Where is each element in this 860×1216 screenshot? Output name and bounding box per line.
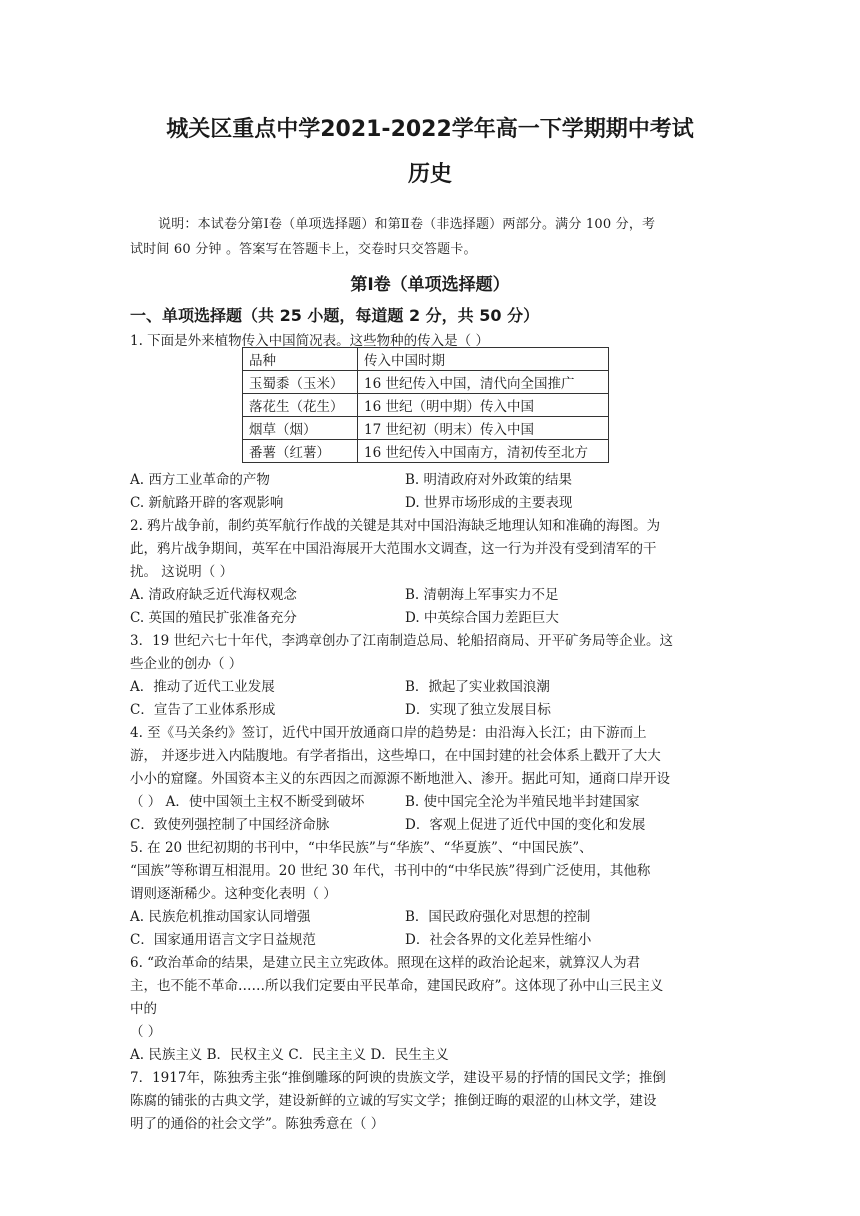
q2-option-c: C. 英国的殖民扩张准备充分	[130, 610, 297, 626]
exam-title: 城关区重点中学2021-2022学年高一下学期期中考试	[166, 117, 694, 142]
table-header-row	[243, 348, 609, 371]
q2-line-2: 此，鸦片战争期间，英军在中国沿海展开大范围水文调查，这一行为并没有受到清军的干	[130, 541, 657, 557]
q4-option-b: B. 使中国完全沦为半殖民地半封建国家	[405, 794, 640, 810]
q7-line-2: 陈腐的铺张的古典文学，建设新鲜的立诚的写实文学；推倒迂晦的艰涩的山林文学，建设	[130, 1093, 657, 1109]
q1-option-a: A. 西方工业革命的产物	[130, 472, 270, 488]
q1-option-d: D. 世界市场形成的主要表现	[405, 495, 573, 511]
q6-options: A. 民族主义 B．民权主义 C．民主主义 D．民生主义	[130, 1047, 449, 1063]
q3-option-d: D．实现了独立发展目标	[405, 702, 551, 718]
table-cell: 落花生（花生）	[243, 394, 358, 417]
table-header-cell: 品种	[243, 348, 358, 371]
table-cell: 16 世纪传入中国，清代向全国推广	[358, 371, 609, 394]
q1-stem: 1. 下面是外来植物传入中国简况表。这些物种的传入是（ ）	[130, 333, 489, 349]
table-row	[243, 417, 609, 440]
q2-option-d: D. 中英综合国力差距巨大	[405, 610, 559, 626]
q2-line-3: 扰。 这说明（ ）	[130, 564, 234, 580]
exam-instructions	[130, 212, 730, 262]
table-cell: 17 世纪初（明末）传入中国	[358, 417, 609, 440]
q5-option-b: B．国民政府强化对思想的控制	[405, 909, 591, 925]
q3-line-2: 些企业的创办（ ）	[130, 656, 243, 672]
q5-line-3: 谓则逐渐稀少。这种变化表明（ ）	[130, 886, 337, 902]
table-row	[243, 394, 609, 417]
instructions-line-2: 试时间 60 分钟 。答案写在答题卡上，交卷时只交答题卡。	[130, 242, 477, 257]
q6-line-3: 中的	[130, 1001, 157, 1017]
q2-option-b: B. 清朝海上军事实力不足	[405, 587, 559, 603]
table-cell: 烟草（烟）	[243, 417, 358, 440]
instructions-line-1: 说明：本试卷分第Ⅰ卷（单项选择题）和第Ⅱ卷（非选择题）两部分。满分 100 分，考	[158, 217, 656, 232]
volume-title: 第Ⅰ卷（单项选择题）	[350, 275, 510, 295]
q6-line-2: 主，也不能不革命……所以我们定要由平民革命，建国民政府”。这体现了孙中山三民主义	[130, 978, 664, 994]
q5-line-2: “国族”等称谓互相混用。20 世纪 30 年代，书刊中的“中华民族”得到广泛使用，其他称	[130, 863, 651, 879]
q4-line-3: 小小的窟窿。外国资本主义的东西因之而源源不断地泄入、渗开。据此可知，通商口岸开设	[130, 771, 670, 787]
q3-option-a: A．推动了近代工业发展	[130, 679, 275, 695]
q1-option-c: C. 新航路开辟的客观影响	[130, 495, 284, 511]
exam-subject: 历史	[407, 162, 452, 187]
q4-option-d: D．客观上促进了近代中国的变化和发展	[405, 817, 646, 833]
q2-line-1: 2. 鸦片战争前，制约英军航行作战的关键是其对中国沿海缺乏地理认知和准确的海图。为	[130, 518, 661, 534]
q5-option-c: C．国家通用语言文字日益规范	[130, 932, 316, 948]
q6-line-1: 6. “政治革命的结果，是建立民主立宪政体。照现在这样的政治论起来，就算汉人为君	[130, 955, 641, 971]
table-cell: 16 世纪（明中期）传入中国	[358, 394, 609, 417]
table-header-cell: 传入中国时期	[358, 348, 609, 371]
q5-line-1: 5. 在 20 世纪初期的书刊中，“中华民族”与“华族”、“华夏族”、“中国民族”、	[130, 840, 593, 856]
q3-option-c: C．宣告了工业体系形成	[130, 702, 276, 718]
table-cell: 玉蜀黍（玉米）	[243, 371, 358, 394]
table-row	[243, 440, 609, 463]
table-cell: 16 世纪传入中国南方，清初传至北方	[358, 440, 609, 463]
part-title: 一、单项选择题（共 25 小题，每道题 2 分，共 50 分）	[130, 306, 540, 325]
table-row	[243, 371, 609, 394]
q1-option-b: B. 明清政府对外政策的结果	[405, 472, 573, 488]
q4-line-1: 4. 至《马关条约》签订，近代中国开放通商口岸的趋势是：由沿海入长江；由下游而上	[130, 725, 647, 741]
q3-line-1: 3．19 世纪六七十年代，李鸿章创办了江南制造总局、轮船招商局、开平矿务局等企业。这	[130, 633, 674, 649]
q4-option-c: C．致使列强控制了中国经济命脉	[130, 817, 330, 833]
q7-line-1: 7．1917年，陈独秀主张“推倒雕琢的阿谀的贵族文学，建设平易的抒情的国民文学；推倒	[130, 1070, 666, 1086]
q3-option-b: B．掀起了实业救国浪潮	[405, 679, 550, 695]
q2-option-a: A. 清政府缺乏近代海权观念	[130, 587, 297, 603]
q5-option-d: D．社会各界的文化差异性缩小	[405, 932, 592, 948]
q4-line-2: 游， 并逐步进入内陆腹地。有学者指出，这些埠口，在中国封建的社会体系上戳开了大大	[130, 748, 661, 764]
q7-line-3: 明了的通俗的社会文学”。陈独秀意在（ ）	[130, 1116, 385, 1132]
q4-option-a: （ ） A．使中国领土主权不断受到破坏	[130, 794, 365, 810]
table-cell: 番薯（红薯）	[243, 440, 358, 463]
q5-option-a: A. 民族危机推动国家认同增强	[130, 909, 311, 925]
q6-line-4: （ ）	[130, 1024, 162, 1040]
plant-table	[242, 347, 609, 463]
